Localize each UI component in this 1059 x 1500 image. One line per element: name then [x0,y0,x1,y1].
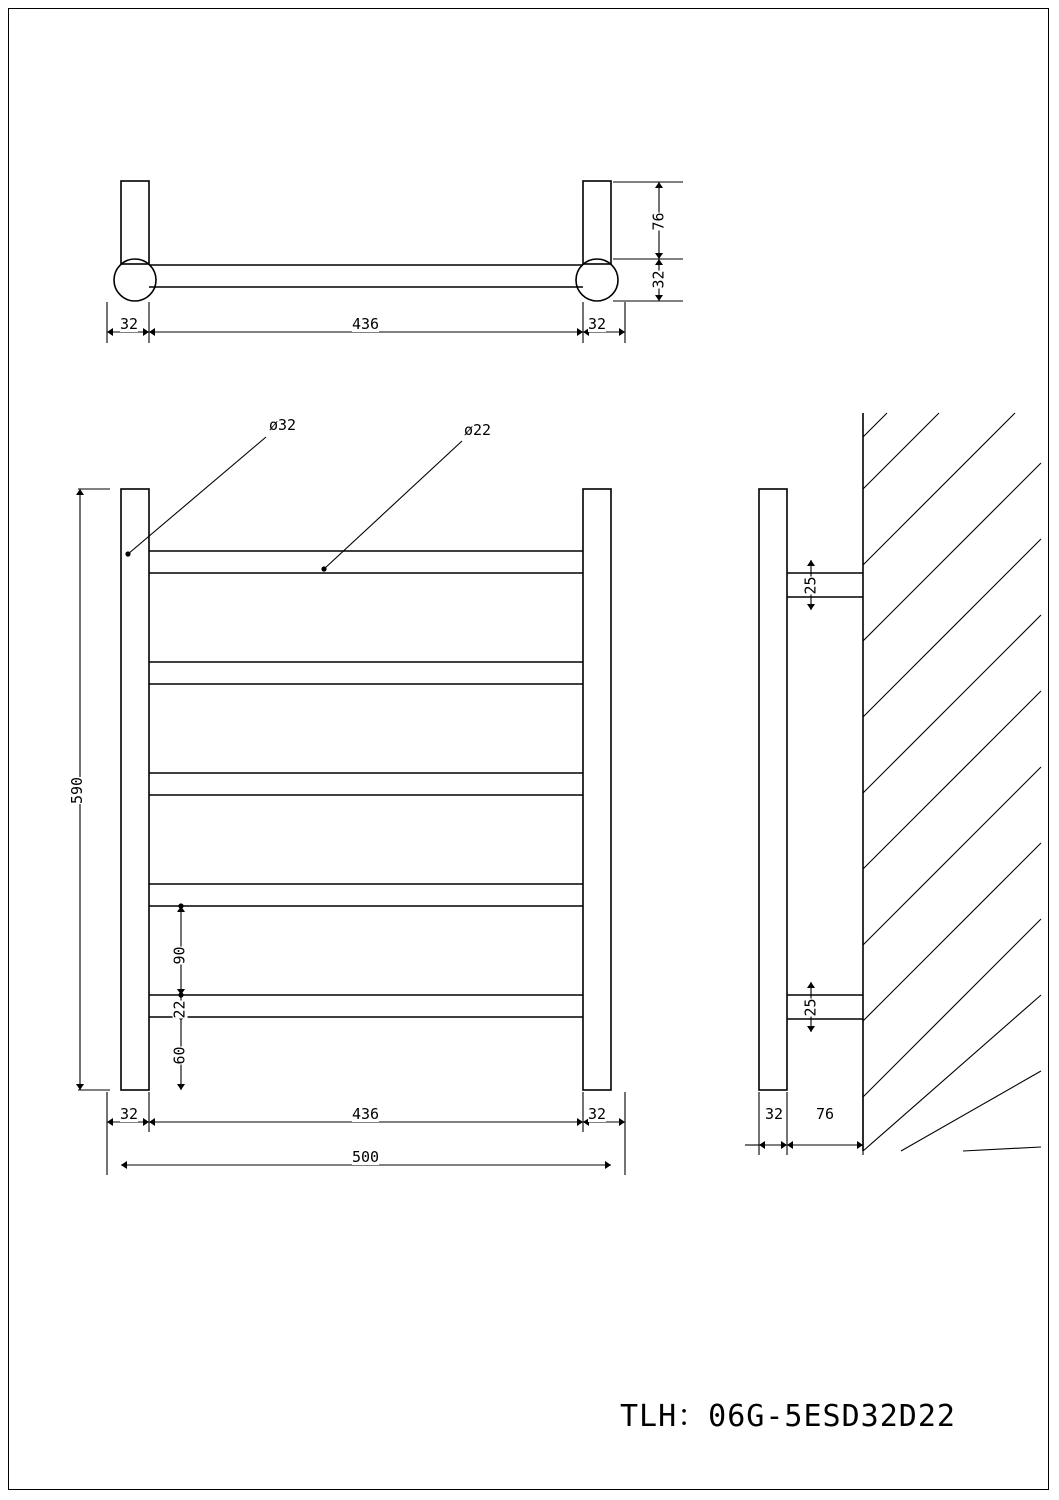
dim-label-side-standoff-76: 76 [816,1105,835,1123]
dim-label-front-gap-90: 90 [170,946,189,965]
drawing-title: TLH：06G-5ESD32D22 [620,1399,956,1434]
dim-label-top-right-32: 32 [588,315,607,333]
dim-label-front-overall-500: 500 [352,1148,380,1166]
dim-label-front-height-590: 590 [68,776,87,805]
callout-label-post-diameter: ø32 [269,416,297,434]
dim-label-front-bottom-60: 60 [170,1046,189,1065]
dim-label-top-span-436: 436 [352,315,380,333]
dim-label-front-rail-22: 22 [170,1000,189,1019]
top-view-vertical-dims [613,182,683,301]
dim-label-side-post-32: 32 [765,1105,784,1123]
wall-hatch [863,413,1041,1151]
side-view-bracket-dims [787,560,827,1032]
dim-label-side-bracket-bottom-25: 25 [801,998,820,1017]
callout-label-rail-diameter: ø22 [464,421,492,439]
dim-label-top-post-32: 32 [649,270,668,289]
dim-label-top-left-32: 32 [120,315,139,333]
dim-label-front-span-436: 436 [352,1105,380,1123]
dim-label-front-left-32: 32 [120,1105,139,1123]
side-view-horizontal-dims [745,1092,863,1155]
side-view-geometry [759,413,863,1151]
top-view-geometry [114,181,618,301]
dim-label-side-bracket-top-25: 25 [801,576,820,595]
dim-label-top-depth-76: 76 [649,212,668,231]
dim-label-front-right-32: 32 [588,1105,607,1123]
front-view-geometry [121,489,611,1090]
